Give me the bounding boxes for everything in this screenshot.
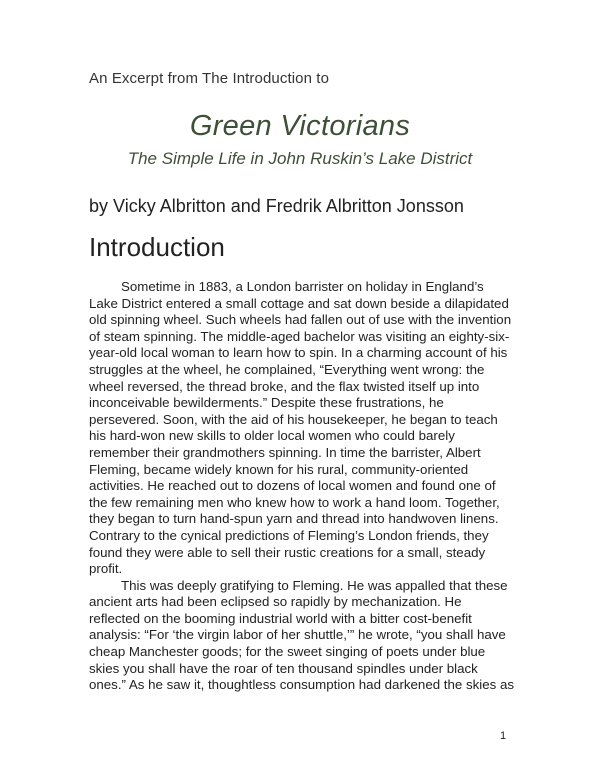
body-text bbox=[89, 279, 515, 694]
excerpt-label: An Excerpt from The Introduction to bbox=[89, 70, 330, 87]
book-subtitle: The Simple Life in John Ruskin’s Lake District bbox=[127, 149, 473, 168]
page-number: 1 bbox=[500, 730, 507, 742]
section-heading: Introduction bbox=[89, 232, 225, 262]
authors-line: by Vicky Albritton and Fredrik Albritton Jonsson bbox=[89, 196, 464, 216]
paragraph: This was deeply gratifying to Fleming. He was appalled that these ancient arts had been eclipsed so rapidly by mechanization. He reflected on the booming industrial world with a bitter cost-benefit analysis: “For ‘the virgin labor of her shuttle,’” he wrote, “you shall have cheap Manchester goods; for the sweet singing of poets under blue skies you shall have the roar of ten thousand spindles under black ones.” As he saw it, thoughtless consumption had darkened the skies as bbox=[89, 577, 515, 693]
book-title: Green Victorians bbox=[189, 110, 411, 142]
paragraph: Sometime in 1883, a London barrister on holiday in England’s Lake District entered a small cottage and sat down beside a dilapidated old spinning wheel. Such wheels had fallen out of use with the invention of steam spinning. The middle-aged bachelor was visiting an eighty-six-year-old local woman to learn how to spin. In a charming account of his struggles at the wheel, he complained, “Everything went wrong: the wheel reversed, the thread broke, and the flax twisted itself up into inconceivable bewilderments.” Despite these frustrations, he persevered. Soon, with the aid of his housekeeper, he began to teach his hard-won new skills to older local women who could barely remember their grandmothers spinning. In time the barrister, Albert Fleming, became widely known for his rural, community-oriented activities. He reached out to dozens of local women and found one of the few remaining men who knew how to work a hand loom. Together, they began to turn hand-spun yarn and thread into handwoven linens. Contrary to the cynical predictions of Fleming’s London friends, they found they were able to sell their rustic creations for a small, steady profit. bbox=[89, 279, 512, 577]
